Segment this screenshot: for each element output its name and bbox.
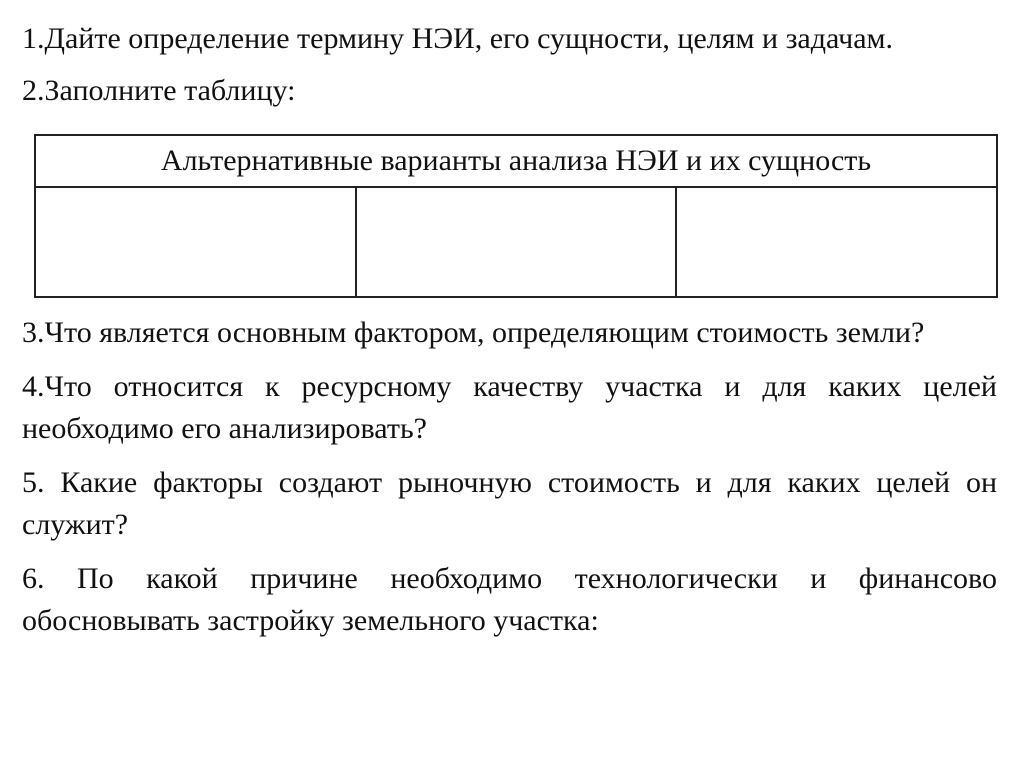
alternatives-table — [34, 134, 998, 298]
question-3: 3.Что является основным фактором, определяющим стоимость земли? — [22, 316, 925, 349]
table-cell-1 — [35, 187, 356, 297]
question-2: 2.Заполните таблицу: — [22, 74, 296, 107]
table-header-row — [35, 135, 997, 187]
question-6: 6. По какой причине необходимо технологически и финансово обосновывать застройку земельного участка: — [22, 562, 997, 637]
question-4: 4.Что относится к ресурсному качеству участка и для каких целей необходимо его анализировать? — [22, 370, 997, 445]
question-5: 5. Какие факторы создают рыночную стоимость и для каких целей он служит? — [22, 466, 997, 541]
table-header: Альтернативные варианты анализа НЭИ и их сущность — [35, 135, 997, 187]
worksheet — [22, 18, 997, 654]
table-cell-2 — [356, 187, 677, 297]
question-1: 1.Дайте определение термину НЭИ, его сущности, целям и задачам. — [22, 22, 894, 55]
table-cell-3 — [676, 187, 997, 297]
table-row — [35, 187, 997, 297]
